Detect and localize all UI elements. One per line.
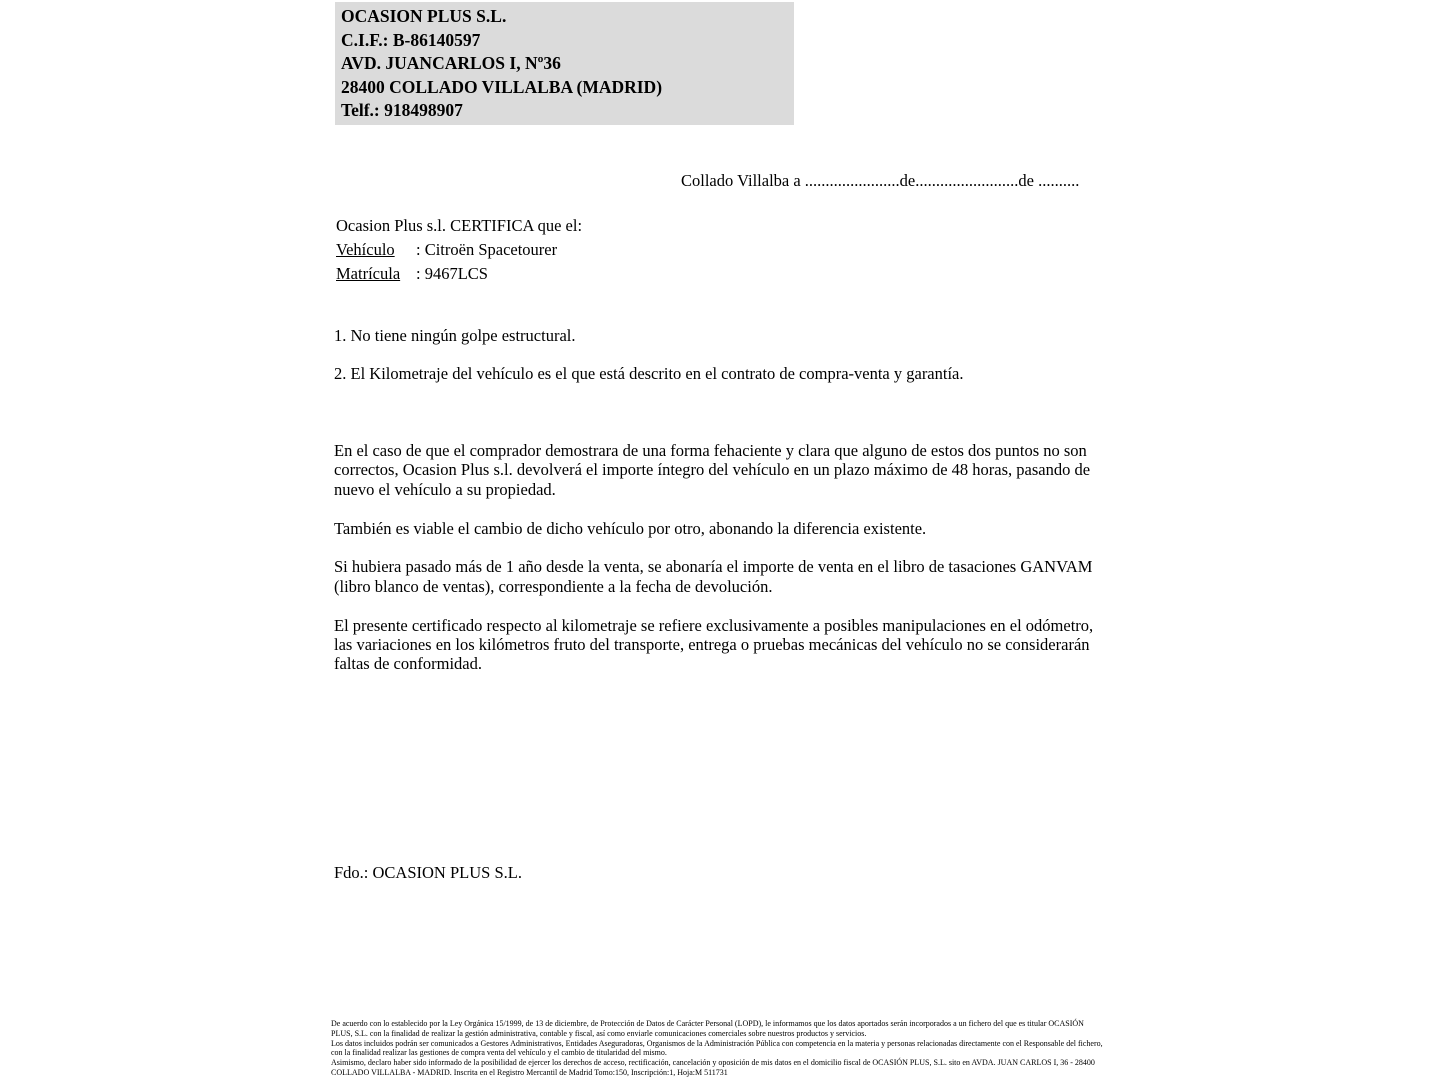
paragraph-exchange: También es viable el cambio de dicho vehículo por otro, abonando la diferencia existente. <box>334 518 927 538</box>
paragraph-refund: En el caso de que el comprador demostrara de una forma fehaciente y clara que alguno de estos dos puntos no son correctos, Ocasion Plus s.l. devolverá el importe íntegro del vehículo en un plazo máximo de 48 horas, pasando de nuevo el vehículo a su propiedad. <box>334 441 1091 499</box>
plate-row <box>336 262 582 286</box>
plate-label: Matrícula <box>336 263 401 283</box>
plate-label-wrap <box>336 262 416 286</box>
point-1: 1. No tiene ningún golpe estructural. <box>334 326 576 345</box>
company-address: AVD. JUANCARLOS I, Nº36 <box>341 53 561 74</box>
vehicle-label: Vehículo <box>336 239 395 259</box>
paragraph-odometer: El presente certificado respecto al kilometraje se refiere exclusivamente a posibles manipulaciones en el odómetro, las variaciones en los kilómetros fruto del transporte, entrega o pruebas mecánicas del vehículo no se considerarán faltas de conformidad. <box>334 615 1094 674</box>
date-line: Collado Villalba a .......................de.........................de .......... <box>681 171 1080 190</box>
certification-block <box>336 214 582 285</box>
legal-paragraph-lopd: De acuerdo con lo establecido por la Ley Orgánica 15/1999, de 13 de diciembre, de Protección de Datos de Carácter Personal (LOPD), le informamos que los datos aportados serán incorporados a un fichero del que es titular OCASIÓN PLUS, S.L. con la finalidad de realizar la gestión administrativa, contable y fiscal, así como enviarle comunicaciones comerciales sobre nuestros productos y servicios. <box>331 1019 1084 1038</box>
company-cif: C.I.F.: B-86140597 <box>341 29 481 50</box>
legal-footer <box>331 1019 1103 1078</box>
plate-value: : 9467LCS <box>416 263 488 283</box>
certify-intro: Ocasion Plus s.l. CERTIFICA que el: <box>336 216 583 235</box>
point-2: 2. El Kilometraje del vehículo es el que está descrito en el contrato de compra-venta y garantía. <box>334 364 964 383</box>
vehicle-value: : Citroën Spacetourer <box>416 239 558 259</box>
paragraph-ganvam: Si hubiera pasado más de 1 año desde la venta, se abonaría el importe de venta en el libro de tasaciones GANVAM (libro blanco de ventas), correspondiente a la fecha de devolución. <box>334 557 1093 596</box>
vehicle-row <box>336 238 582 262</box>
company-phone: Telf.: 918498907 <box>341 100 463 121</box>
terms-paragraphs <box>334 441 1094 693</box>
certified-points-list <box>334 326 1094 402</box>
company-name: OCASION PLUS S.L. <box>341 6 507 26</box>
company-header-block <box>335 2 794 125</box>
legal-paragraph-rights: Asimismo, declaro haber sido informado de la posibilidad de ejercer los derechos de acceso, rectificación, cancelación y oposición de mis datos en el domicilio fiscal de OCASIÓN PLUS, S.L. sito en AVDA. JUAN CARLOS I, 36 - 28400 COLLADO VILLALBA - MADRID. Inscrita en el Registro Mercantil de Madrid Tomo:150, Inscripción:1, Hoja:M 511731 <box>331 1058 1095 1077</box>
signature-line: Fdo.: OCASION PLUS S.L. <box>334 863 522 882</box>
vehicle-label-wrap <box>336 238 416 262</box>
legal-paragraph-data-sharing: Los datos incluidos podrán ser comunicados a Gestores Administrativos, Entidades Aseguradoras, Organismos de la Administración Pública con competencia en la materia y personas relacionadas directamente con el Responsable del fichero, con la finalidad realizar las gestiones de compra venta del vehículo y el cambio de titularidad del mismo. <box>331 1038 1103 1058</box>
company-city: 28400 COLLADO VILLALBA (MADRID) <box>341 76 663 97</box>
